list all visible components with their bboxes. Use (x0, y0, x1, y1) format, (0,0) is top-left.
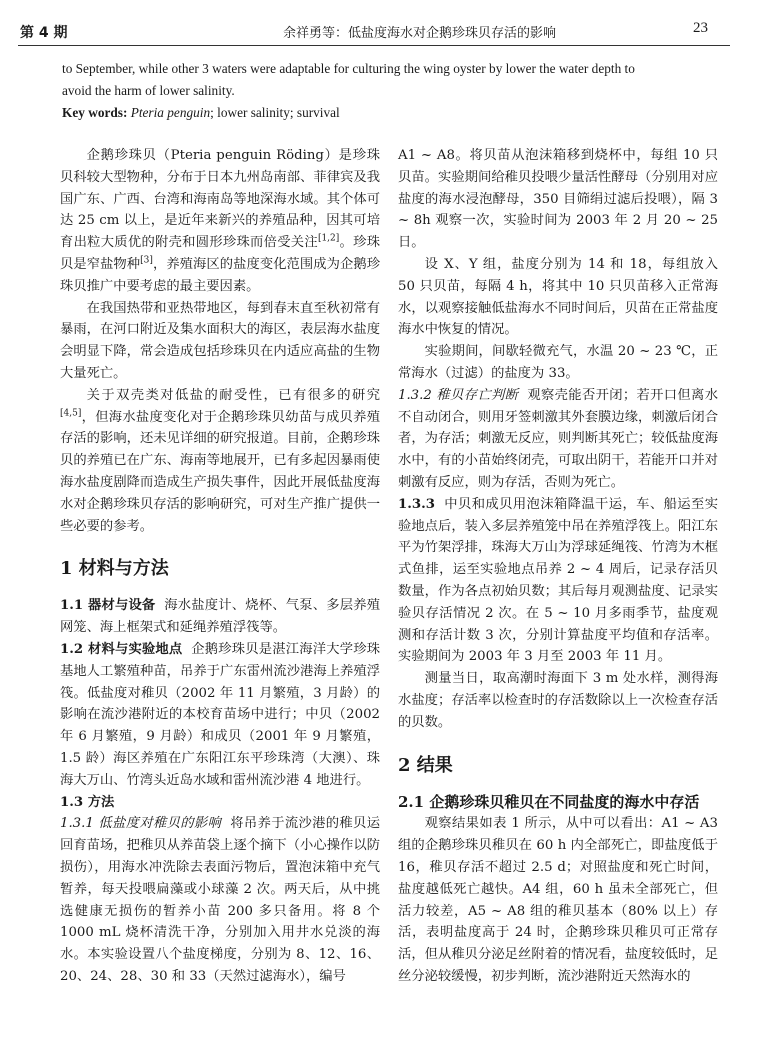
intro-paragraph-2: 在我国热带和亚热带地区，每到春末直至秋初常有暴雨，在河口附近及集水面积大的海区，表层海水盐度会明显下降，常会造成包括珍珠贝在内适应高盐的生物大量死亡。 (60, 300, 380, 381)
subsection-title: 1.3.1 低盐度对稚贝的影响 (60, 816, 222, 832)
citation: [1,2] (317, 233, 340, 244)
subsection-1-3-2 (398, 385, 718, 494)
subsection-text: 海水盐度计、烧杯、气泵、多层养殖网笼、海上框架式和延绳养殖浮筏等。 (60, 598, 381, 636)
method-paragraph-4: 测量当日，取高潮时海面下 3 m 处水样，测得海水盐度；存活率以检查时的存活数除以上一次检查存活的贝数。 (398, 671, 718, 730)
intro1-text: 企鹅珍珠贝（Pteria penguin Röding）是珍珠贝科较大型物种，分布于日本九州岛南部、菲律宾及我国广东、广西、台湾和海南岛等地深海水域。其个体可达 25 cm 以上，是近年来新兴的养殖品种，因其可培育出粒大质优的附壳和圆形珍珠而倍受关注 (60, 148, 380, 251)
subsection-text: 观察壳能否开闭；若开口但离水不自动闭合，则用牙签刺激其外套膜边缘，刺激后闭合者，为存活；刺激无反应，则判断其死亡；较低盐度海水中，有的小苗始终闭壳，可取出阴干，若能开口并对刺激有反应，则为存活，否则为死亡。 (398, 387, 718, 490)
method-paragraph-3: 实验期间，间歇轻微充气，水温 20 ~ 23 ℃，正常海水（过滤）的盐度为 33。 (398, 344, 718, 381)
subsection-text: 将吊养于流沙港的稚贝运回育苗场，把稚贝从养苗袋上逐个摘下（小心操作以防损伤），用海水冲洗除去表面污物后，置泡沫箱中充气暂养，每天投喂扁藻或小球藻 2 次。两天后，从中挑选健康无损伤的暂养小苗 200 多只备用。将 8 个 1000 mL 烧杯清洗干净，分别加入用井水兑淡的海水。本实验设置八个盐度梯度，分别为 8、12、16、20、24、28、30 和 33（天然过滤海水），编号 (60, 816, 380, 984)
intro-paragraph-3 (60, 385, 380, 538)
running-header (0, 0, 760, 46)
intro-paragraph-1 (60, 145, 380, 298)
subsection-1-1 (60, 595, 380, 639)
keywords (62, 102, 722, 124)
section-1-heading: 1 材料与方法 (60, 558, 169, 580)
issue-number: 第 4 期 (20, 25, 68, 41)
abstract-line-2: avoid the harm of lower salinity. (62, 83, 235, 98)
citation: [4,5] (60, 408, 82, 419)
section-2-heading: 2 结果 (398, 754, 453, 776)
subsection-1-2 (60, 639, 380, 792)
intro3-text: 关于双壳类对低盐的耐受性，已有很多的研究 (86, 387, 380, 403)
intro3-text-end: ，但海水盐度变化对于企鹅珍珠贝幼苗与成贝养殖存活的影响，还未见详细的研究报道。目前，企鹅珍珠贝的养殖已在广东、海南等地展开，已有多起因暴雨使海水盐度剧降而造成生产损失事件，因此开展低盐度海水对企鹅珍珠贝存活的影响研究，可对生产推广提供一些必要的参考。 (60, 409, 380, 534)
subsection-title: 1.1 器材与设备 (60, 598, 156, 614)
intro1-end2: ，养殖海区的盐度变化范围成为企鹅珍珠贝推广中要考虑的最主要因素。 (60, 256, 381, 294)
subsection-title: 1.3.2 稚贝存亡判断 (398, 387, 519, 403)
header-rule (18, 45, 730, 46)
keywords-species: Pteria penguin (130, 105, 211, 120)
subsection-title: 1.2 材料与实验地点 (60, 641, 183, 657)
subsection-text: 企鹅珍珠贝是湛江海洋大学珍珠基地人工繁殖种苗，吊养于广东雷州流沙港海上养殖浮筏。低盐度对稚贝（2002 年 11 月繁殖，3 月龄）的影响在流沙港附近的本校育苗场中进行；中贝（2002 年 6 月繁殖，9 月龄）和成贝（2001 年 9 月繁殖，1.5 龄）海区养殖在广东阳江东平珍珠湾（大澳）、珠海大万山、竹湾头近岛水域和雷州流沙港 4 地进行。 (60, 641, 380, 788)
subsection-2-1: 2.1 企鹅珍珠贝稚贝在不同盐度的海水中存活 (398, 792, 700, 811)
intro1-end: 。珍珠贝是窄盐物种 (60, 235, 381, 272)
results-paragraph-1: 观察结果如表 1 所示，从中可以看出：A1 ~ A3 组的企鹅珍珠贝稚贝在 60 h 内全部死亡，即盐度低于 16，稚贝存活不超过 2.5 d；对照盐度和死亡时间，盐度越低死亡越快。A4 组，60 h 虽未全部死亡，但活力较差，A5 ~ A8 组的稚贝基本（80% 以上）存活，表明盐度高于 24 时，企鹅珍珠贝稚贝可正常存活，但从稚贝分泌足丝附着的情况看，盐度较低时，足丝分泌较缓慢，初步判断，流沙港附近天然海水的 (398, 816, 718, 984)
page-number: 23 (693, 20, 708, 36)
keywords-label: Key words: (62, 105, 128, 120)
abstract-line-1: to September, while other 3 waters were adaptable for culturing the wing oyster by lower the water depth to (62, 61, 635, 76)
citation: [3] (140, 255, 153, 266)
subsection-1-3-1 (60, 813, 380, 987)
right-column (398, 145, 718, 988)
left-column (60, 145, 380, 988)
method-paragraph-1: A1 ~ A8。将贝苗从泡沫箱移到烧杯中，每组 10 只贝苗。实验期间给稚贝投喂少量活性酵母（分别用对应盐度的海水浸泡酵母，350 目筛绢过滤后投喂），隔 3 ~ 8h 观察一次，实验时间为 2003 年 2 月 20 ~ 25 日。 (398, 148, 718, 251)
subsection-1-3-3 (398, 494, 718, 668)
subsection-1-3: 1.3 方法 (60, 794, 115, 810)
method-paragraph-2: 设 X、Y 组，盐度分别为 14 和 18，每组放入 50 只贝苗，每隔 4 h，将其中 10 只贝苗移入正常海水，以观察接触低盐海水不同时间后，贝苗在正常盐度海水中恢复的情况。 (398, 256, 718, 338)
subsection-text: 中贝和成贝用泡沫箱降温干运，车、船运至实验地点后，装入多层养殖笼中吊在养殖浮筏上。阳江东平为竹架浮排，珠海大万山为浮球延绳筏、竹湾为木框式鱼排，运至实验地点吊养 2 ~ 4 周后，记录存活贝数量，作为各点初始贝数；其后每月观测盐度、记录实验贝存活情况 2 次。在 5 ~ 10 月多雨季节，盐度观测和存活计数 3 次，分别计算盐度平均值和存活率。实验期间为 2003 年 3 月至 2003 年 11 月。 (398, 496, 718, 665)
subsection-title: 1.3.3 (398, 496, 436, 512)
running-title: 余祥勇等：低盐度海水对企鹅珍珠贝存活的影响 (283, 26, 557, 41)
keywords-rest: ; lower salinity; survival (210, 105, 340, 120)
